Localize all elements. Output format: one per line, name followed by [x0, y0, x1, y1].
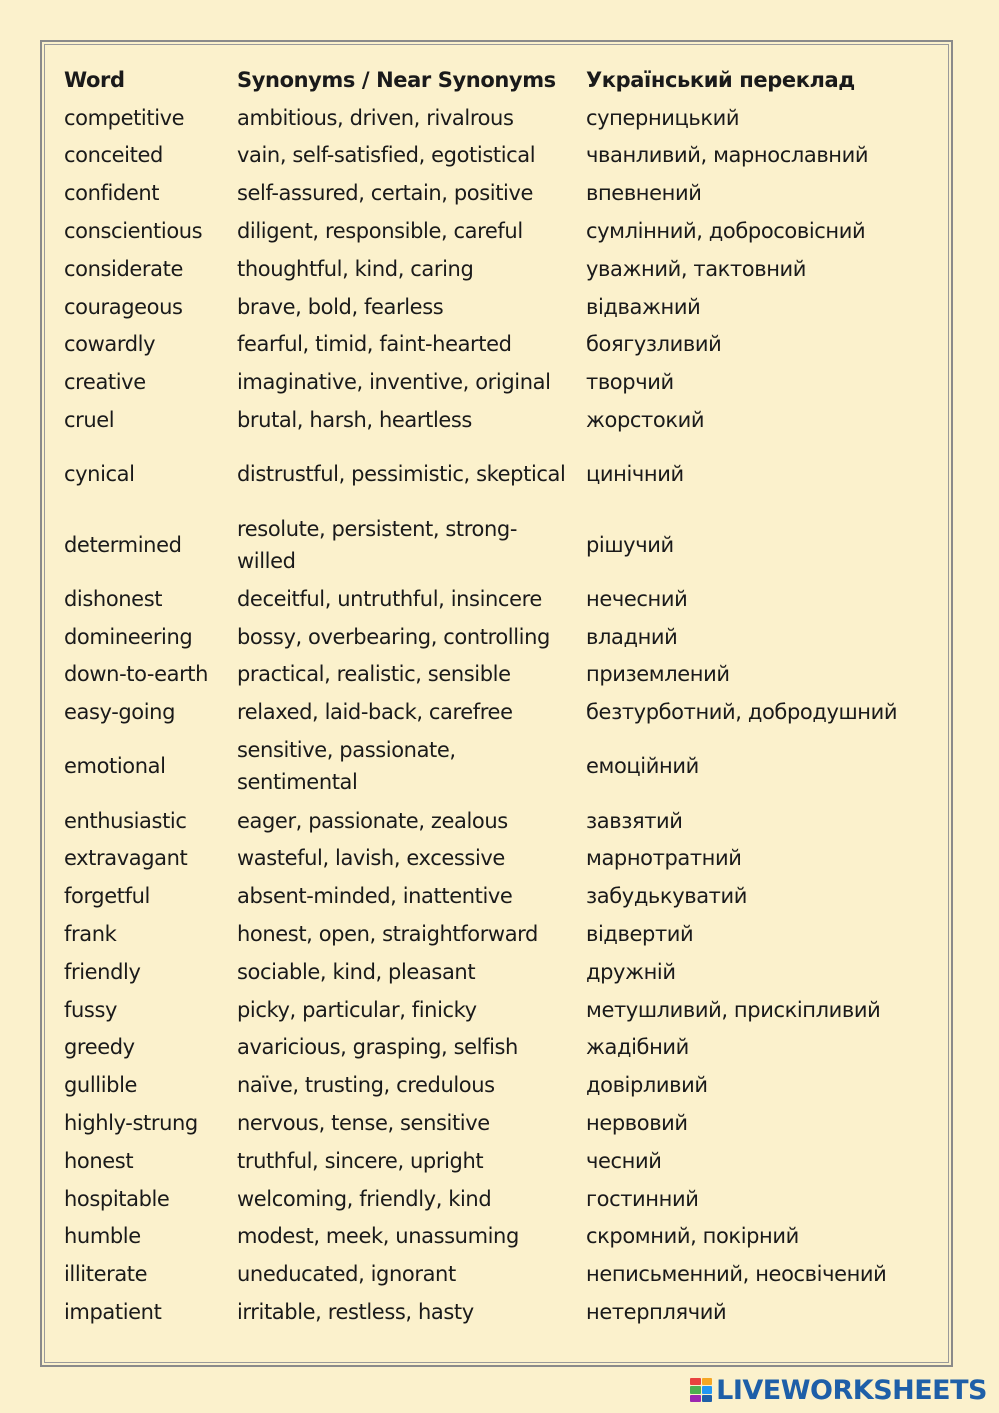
cell-translation: нетерплячий	[586, 1299, 727, 1324]
table-row	[58, 953, 940, 991]
cell-synonyms: ambitious, driven, rivalrous	[237, 105, 514, 130]
cell-word: down-to-earth	[64, 662, 209, 687]
header-word: Word	[64, 67, 125, 92]
cell-word: illiterate	[64, 1262, 148, 1287]
table-row	[58, 693, 940, 731]
cell-word: domineering	[64, 624, 193, 649]
vocabulary-table	[58, 61, 940, 1331]
cell-word: cynical	[64, 462, 135, 487]
liveworksheets-logo	[690, 1373, 987, 1407]
table-row	[58, 174, 940, 212]
cell-synonyms: resolute, persistent, strong-willed	[237, 516, 517, 573]
cell-synonyms: modest, meek, unassuming	[237, 1224, 519, 1249]
table-row	[58, 137, 940, 175]
cell-word: courageous	[64, 294, 183, 319]
table-row	[58, 915, 940, 953]
cell-translation: жорстокий	[586, 408, 705, 433]
cell-translation: метушливий, прискіпливий	[586, 997, 881, 1022]
cell-word: enthusiastic	[64, 808, 187, 833]
logo-mark-icon	[690, 1378, 712, 1402]
cell-word: highly-strung	[64, 1110, 198, 1135]
cell-translation: творчий	[586, 370, 674, 395]
table-row	[58, 99, 940, 137]
cell-translation: завзятий	[586, 808, 683, 833]
cell-translation: нечесний	[586, 586, 688, 611]
cell-synonyms: sensitive, passionate, sentimental	[237, 738, 456, 795]
cell-synonyms: uneducated, ignorant	[237, 1262, 456, 1287]
cell-translation: довірливий	[586, 1073, 708, 1098]
cell-translation: неписьменний, неосвічений	[586, 1262, 887, 1287]
table-row	[58, 618, 940, 656]
table-row	[58, 731, 940, 802]
table-row	[58, 991, 940, 1029]
table-row	[58, 212, 940, 250]
cell-synonyms: relaxed, laid-back, carefree	[237, 700, 513, 725]
cell-translation: рішучий	[586, 532, 674, 557]
table-row	[58, 1217, 940, 1255]
cell-synonyms: irritable, restless, hasty	[237, 1299, 474, 1324]
header-synonyms: Synonyms / Near Synonyms	[237, 67, 556, 92]
cell-synonyms: fearful, timid, faint-hearted	[237, 332, 512, 357]
cell-word: conscientious	[64, 219, 203, 244]
cell-synonyms: brutal, harsh, heartless	[237, 408, 472, 433]
cell-synonyms: deceitful, untruthful, insincere	[237, 586, 542, 611]
cell-word: honest	[64, 1148, 134, 1173]
table-row	[58, 1142, 940, 1180]
cell-synonyms: honest, open, straightforward	[237, 921, 538, 946]
cell-translation: сумлінний, добросовісний	[586, 219, 866, 244]
cell-word: cowardly	[64, 332, 156, 357]
header-translation: Український переклад	[586, 67, 855, 92]
table-header-row	[58, 61, 940, 99]
cell-synonyms: eager, passionate, zealous	[237, 808, 508, 833]
table-row	[58, 802, 940, 840]
cell-word: friendly	[64, 959, 141, 984]
cell-word: creative	[64, 370, 146, 395]
cell-word: determined	[64, 532, 182, 557]
cell-word: dishonest	[64, 586, 163, 611]
cell-translation: цинічний	[586, 462, 684, 487]
cell-word: easy-going	[64, 700, 176, 725]
cell-translation: гостинний	[586, 1186, 699, 1211]
table-row	[58, 1104, 940, 1142]
cell-synonyms: welcoming, friendly, kind	[237, 1186, 492, 1211]
cell-translation: чесний	[586, 1148, 662, 1173]
logo-text: LIVEWORKSHEETS	[716, 1374, 987, 1406]
cell-translation: жадібний	[586, 1035, 689, 1060]
cell-synonyms: absent-minded, inattentive	[237, 884, 513, 909]
cell-synonyms: self-assured, certain, positive	[237, 181, 534, 206]
cell-word: gullible	[64, 1073, 138, 1098]
cell-synonyms: nervous, tense, sensitive	[237, 1110, 490, 1135]
cell-translation: нервовий	[586, 1110, 688, 1135]
cell-translation: уважний, тактовний	[586, 256, 807, 281]
table-row	[58, 250, 940, 288]
cell-synonyms: diligent, responsible, careful	[237, 219, 523, 244]
table-row	[58, 877, 940, 915]
cell-translation: суперницький	[586, 105, 740, 130]
cell-synonyms: bossy, overbearing, controlling	[237, 624, 550, 649]
cell-word: humble	[64, 1224, 141, 1249]
cell-word: extravagant	[64, 846, 188, 871]
cell-translation: марнотратний	[586, 846, 742, 871]
cell-translation: емоційний	[586, 754, 699, 779]
cell-word: hospitable	[64, 1186, 170, 1211]
table-row	[58, 1255, 940, 1293]
cell-word: impatient	[64, 1299, 162, 1324]
cell-translation: приземлений	[586, 662, 730, 687]
cell-translation: дружній	[586, 959, 676, 984]
cell-word: greedy	[64, 1035, 135, 1060]
table-row	[58, 1028, 940, 1066]
cell-word: competitive	[64, 105, 185, 130]
cell-translation: безтурботний, добродушний	[586, 700, 898, 725]
cell-synonyms: sociable, kind, pleasant	[237, 959, 476, 984]
cell-word: frank	[64, 921, 117, 946]
cell-translation: відважний	[586, 294, 701, 319]
cell-word: fussy	[64, 997, 118, 1022]
cell-synonyms: truthful, sincere, upright	[237, 1148, 484, 1173]
table-row	[58, 1066, 940, 1104]
table-row	[58, 439, 940, 510]
cell-translation: забудькуватий	[586, 884, 747, 909]
cell-synonyms: naïve, trusting, credulous	[237, 1073, 495, 1098]
cell-word: forgetful	[64, 884, 150, 909]
cell-translation: скромний, покірний	[586, 1224, 799, 1249]
table-row	[58, 1293, 940, 1331]
cell-word: emotional	[64, 754, 166, 779]
table-row	[58, 401, 940, 439]
table-row	[58, 656, 940, 694]
cell-synonyms: distrustful, pessimistic, skeptical	[237, 462, 566, 487]
cell-word: considerate	[64, 256, 183, 281]
cell-translation: владний	[586, 624, 678, 649]
cell-synonyms: thoughtful, kind, caring	[237, 256, 474, 281]
cell-translation: відвертий	[586, 921, 694, 946]
cell-synonyms: wasteful, lavish, excessive	[237, 846, 505, 871]
cell-synonyms: imaginative, inventive, original	[237, 370, 551, 395]
cell-synonyms: picky, particular, finicky	[237, 997, 477, 1022]
cell-synonyms: vain, self-satisfied, egotistical	[237, 143, 536, 168]
cell-word: confident	[64, 181, 160, 206]
cell-translation: впевнений	[586, 181, 702, 206]
cell-synonyms: brave, bold, fearless	[237, 294, 444, 319]
cell-word: conceited	[64, 143, 163, 168]
cell-synonyms: practical, realistic, sensible	[237, 662, 511, 687]
table-row	[58, 326, 940, 364]
cell-translation: чванливий, марнославний	[586, 143, 869, 168]
table-row	[58, 363, 940, 401]
cell-synonyms: avaricious, grasping, selfish	[237, 1035, 518, 1060]
table-row	[58, 1180, 940, 1218]
table-row	[58, 288, 940, 326]
table-row	[58, 580, 940, 618]
cell-word: cruel	[64, 408, 115, 433]
table-row	[58, 839, 940, 877]
cell-translation: боягузливий	[586, 332, 722, 357]
table-row	[58, 509, 940, 580]
